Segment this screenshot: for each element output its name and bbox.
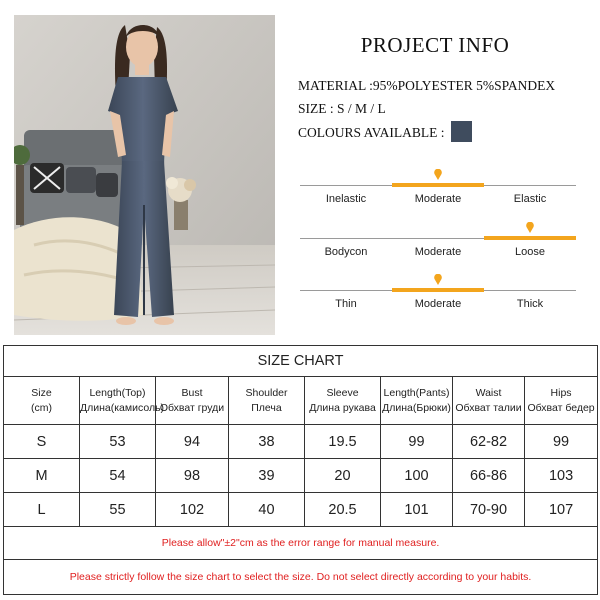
scale-label: Bodycon: [324, 246, 368, 258]
header-ru: Длина(камисоль): [80, 401, 165, 414]
colours-label: COLOURS AVAILABLE :: [298, 125, 445, 140]
table-cell: 40: [229, 493, 305, 527]
table-cell: 53: [80, 425, 156, 459]
header-cell: [453, 377, 525, 425]
scale-label: Elastic: [513, 193, 547, 205]
table-cell: 20.5: [305, 493, 381, 527]
table-cell: 66-86: [453, 459, 525, 493]
header-cell: [381, 377, 453, 425]
header-ru: Плеча: [251, 401, 282, 414]
size-cell: L: [4, 493, 80, 527]
location-pin-icon: [526, 222, 534, 233]
table-cell: 103: [525, 459, 598, 493]
scale-selected-segment: [484, 236, 576, 240]
error-range-note: Please allow"±2"cm as the error range for manual measure.: [4, 527, 598, 560]
size-cell: S: [4, 425, 80, 459]
header-en: Waist: [475, 386, 502, 399]
header-cell: [4, 377, 80, 425]
location-pin-icon: [434, 274, 442, 285]
header-row: [4, 377, 598, 425]
header-en: Sleeve: [326, 386, 359, 399]
elasticity-scale: [300, 183, 576, 213]
scale-label: Thin: [335, 298, 357, 310]
header-cell: [525, 377, 598, 425]
header-en: Size: [31, 386, 52, 399]
table-row: [4, 425, 598, 459]
location-pin-icon: [434, 169, 442, 180]
table-cell: 38: [229, 425, 305, 459]
table-cell: 19.5: [305, 425, 381, 459]
table-cell: 62-82: [453, 425, 525, 459]
scale-label: Moderate: [414, 193, 462, 205]
table-cell: 101: [381, 493, 453, 527]
table-cell: 70-90: [453, 493, 525, 527]
table-cell: 100: [381, 459, 453, 493]
size-chart-title: SIZE CHART: [4, 346, 598, 377]
size-text: SIZE : S / M / L: [298, 101, 386, 116]
header-ru: Обхват талии: [455, 401, 522, 414]
table-row: [4, 459, 598, 493]
header-en: Shoulder: [245, 386, 288, 399]
header-ru: Длина рукава: [309, 401, 376, 414]
project-info-title: PROJECT INFO: [360, 33, 510, 57]
table-cell: 39: [229, 459, 305, 493]
scale-label: Inelastic: [325, 193, 367, 205]
scale-label: Moderate: [414, 246, 462, 258]
header-cell: [156, 377, 229, 425]
header-ru: Длина(Брюки): [382, 401, 451, 414]
header-cell: [229, 377, 305, 425]
thickness-scale: [300, 288, 576, 318]
size-chart-table: [3, 345, 598, 595]
table-cell: 54: [80, 459, 156, 493]
table-cell: 94: [156, 425, 229, 459]
table-cell: 107: [525, 493, 598, 527]
colour-swatch: [451, 121, 472, 142]
material-text: MATERIAL :95%POLYESTER 5%SPANDEX: [298, 78, 556, 93]
product-photo: [14, 15, 275, 335]
fit-scale: [300, 236, 576, 266]
size-selection-note: Please strictly follow the size chart to select the size. Do not select directly according to your habits.: [4, 560, 598, 595]
table-cell: 20: [305, 459, 381, 493]
header-ru: (cm): [31, 401, 52, 414]
table-cell: 99: [381, 425, 453, 459]
table-cell: 55: [80, 493, 156, 527]
header-en: Hips: [550, 386, 572, 399]
table-cell: 98: [156, 459, 229, 493]
scale-selected-segment: [392, 288, 484, 292]
header-cell: [305, 377, 381, 425]
table-row: [4, 493, 598, 527]
scale-label: Loose: [515, 246, 545, 258]
scale-label: Moderate: [414, 298, 462, 310]
header-en: Length(Pants): [383, 386, 450, 399]
header-ru: Обхват бедер: [527, 401, 595, 414]
header-cell: [80, 377, 165, 425]
table-cell: 99: [525, 425, 598, 459]
scale-selected-segment: [392, 183, 484, 187]
size-cell: M: [4, 459, 80, 493]
header-en: Bust: [181, 386, 203, 399]
table-cell: 102: [156, 493, 229, 527]
header-ru: Обхват груди: [159, 401, 225, 414]
header-en: Length(Top): [89, 386, 146, 399]
scale-label: Thick: [516, 298, 544, 310]
